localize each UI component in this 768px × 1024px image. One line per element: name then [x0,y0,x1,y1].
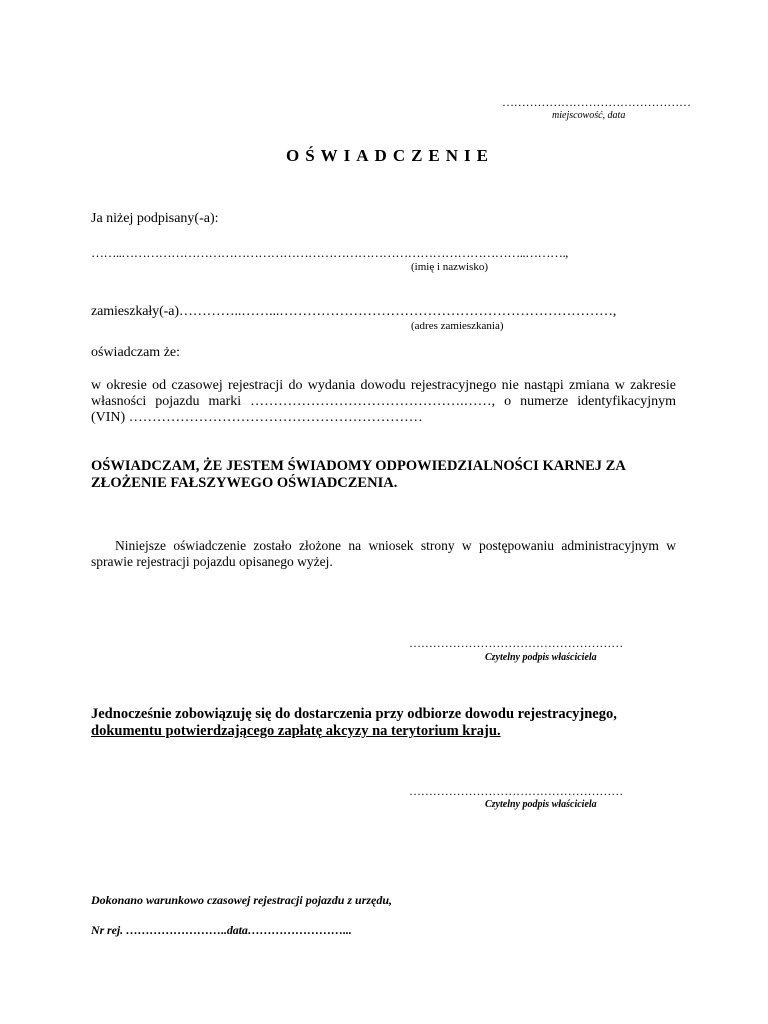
signee-label: Ja niżej podpisany(-a): [91,211,219,226]
obligation-paragraph [91,706,676,740]
obligation-line-1: Jednocześnie zobowiązuję się do dostarczenia przy odbiorze dowodu rejestracyjnego, [91,706,617,722]
liability-declaration: OŚWIADCZAM, ŻE JESTEM ŚWIADOMY ODPOWIEDZIALNOŚCI KARNEJ ZA ZŁOŻENIE FAŁSZYWEGO OŚWIADCZENIA. [91,458,626,491]
obligation-line-2-text: dokumentu potwierdzającego zapłatę akcyzy na terytorium kraju. [91,723,501,739]
statement-paragraph: w okresie od czasowej rejestracji do wydania dowodu rejestracyjnego nie nastąpi zmiana w zakresie własności pojazdu marki ……………………………………….……, o numerze identyfikacyjnym (VIN) ……………………………………………………… [91,378,676,425]
place-date-field: ………………………………………… [502,95,691,109]
signature-caption-2: Czytelny podpis właściciela [485,799,597,810]
name-caption: (imię i nazwisko) [411,261,488,273]
address-caption: (adres zamieszkania) [411,320,504,332]
signature-field-2: ……………………………………………… [409,784,624,798]
declare-label: oświadczam że: [91,345,181,360]
office-registration-note: Dokonano warunkowo czasowej rejestracji pojazdu z urzędu, [91,893,393,907]
document-title: OŚWIADCZENIE [285,146,495,165]
obligation-line-2 [91,723,676,740]
place-date-caption: miejscowość, data [552,110,626,121]
name-field: ……..……………………………………………………………………………………..………., [91,245,568,260]
registration-number-line: Nr rej. ……………………..data……………………... [91,923,352,937]
address-field: zamieszkały(-a)…………..……...………………………………………………………………, [91,304,617,319]
signature-caption-1: Czytelny podpis właściciela [485,652,597,663]
note-paragraph: Niniejsze oświadczenie zostało złożone na wniosek strony w postępowaniu administracyjnym w sprawie rejestracji pojazdu opisanego wyżej. [91,538,676,569]
signature-field-1: ……………………………………………… [409,636,624,650]
